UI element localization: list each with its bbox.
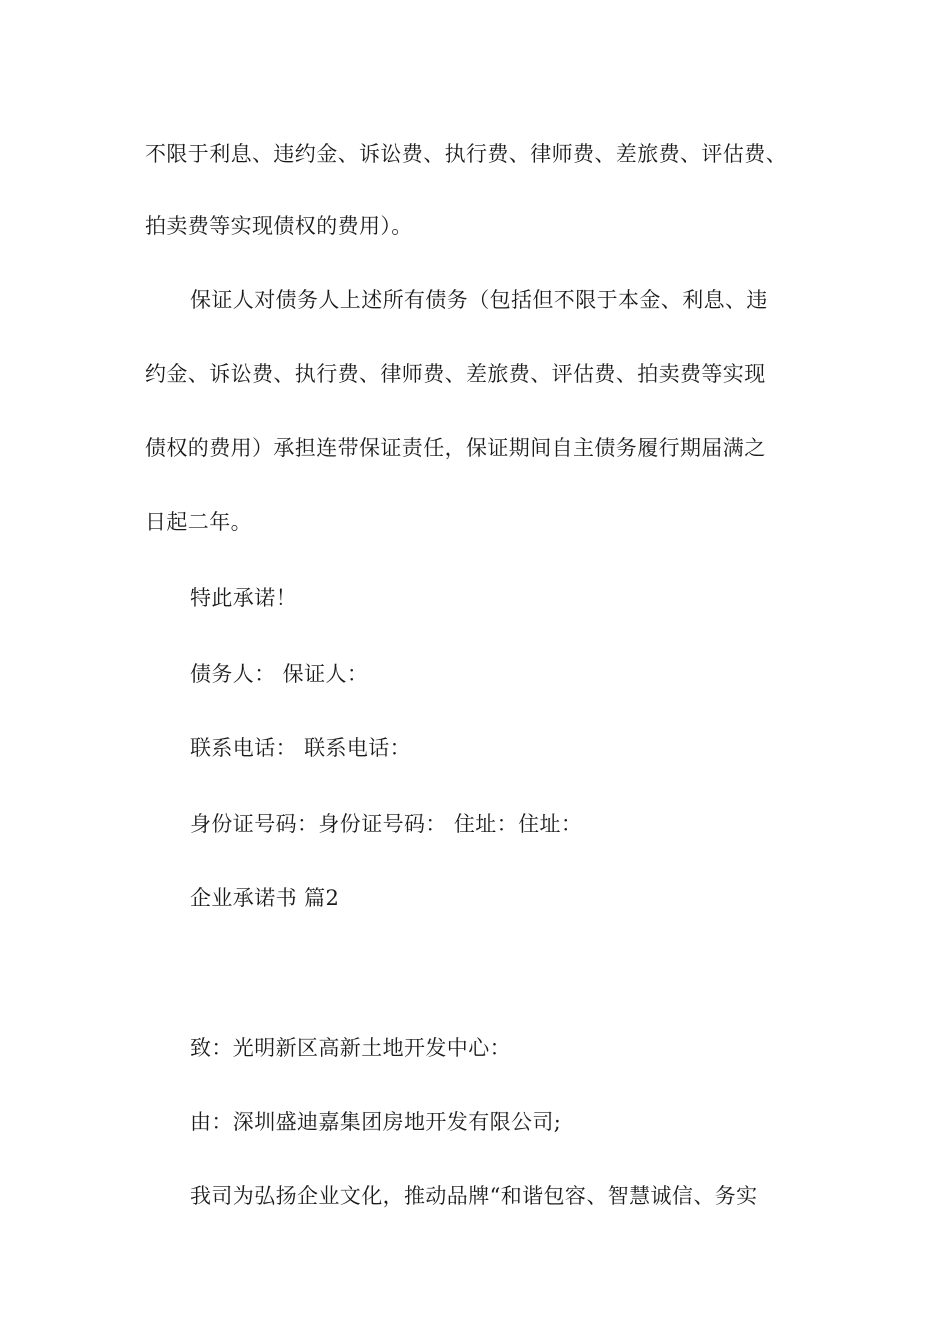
paragraph-line: 我司为弘扬企业文化，推动品牌“和谐包容、智慧诚信、务实 <box>190 1184 758 1208</box>
signature-parties: 债务人： 保证人： <box>190 662 369 686</box>
section-title: 企业承诺书 篇2 <box>190 886 340 910</box>
contact-phone-line: 联系电话： 联系电话： <box>190 736 412 760</box>
recipient-line: 致：光明新区高新土地开发中心： <box>190 1036 511 1060</box>
paragraph-line: 债权的费用）承担连带保证责任，保证期间自主债务履行期届满之 <box>145 436 766 460</box>
paragraph-line: 不限于利息、违约金、诉讼费、执行费、律师费、差旅费、评估费、 <box>145 142 787 166</box>
id-address-line: 身份证号码：身份证号码： 住址：住址： <box>190 812 583 836</box>
paragraph-line: 约金、诉讼费、执行费、律师费、差旅费、评估费、拍卖费等实现 <box>145 362 766 386</box>
paragraph-line: 拍卖费等实现债权的费用）。 <box>145 214 413 238</box>
paragraph-line: 保证人对债务人上述所有债务（包括但不限于本金、利息、违 <box>190 288 768 312</box>
sender-line: 由：深圳盛迪嘉集团房地开发有限公司; <box>190 1110 562 1134</box>
closing-statement: 特此承诺！ <box>190 586 297 610</box>
paragraph-line: 日起二年。 <box>145 510 252 534</box>
